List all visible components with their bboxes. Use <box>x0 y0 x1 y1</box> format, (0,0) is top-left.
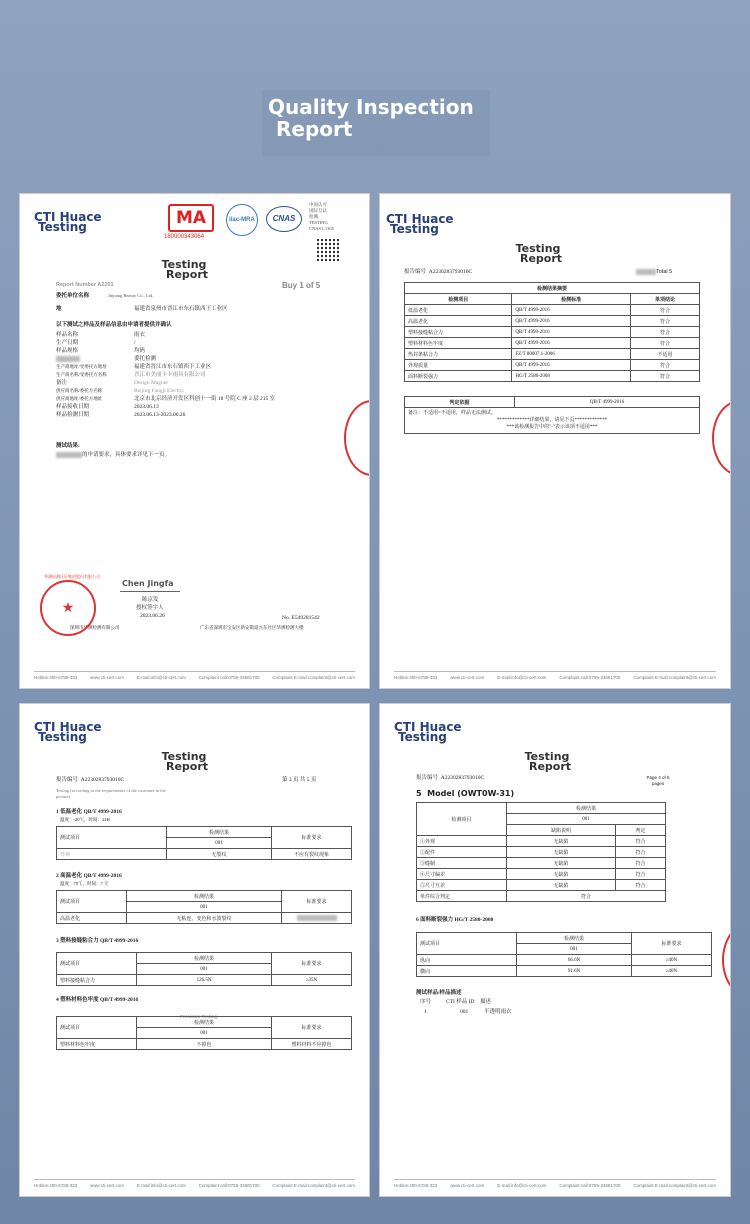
col-header: 检测结果 <box>137 953 272 964</box>
cell: 001 <box>137 964 272 975</box>
cell: 塑料接缝粘合力 <box>57 975 137 986</box>
col-header: 标准要求 <box>632 933 712 955</box>
cell: 塑料材料不应掉色 <box>272 1039 352 1050</box>
info-key: 样品检测日期 <box>56 412 90 418</box>
col-header: CTI 样品 ID <box>446 999 475 1005</box>
table-row <box>405 316 700 327</box>
qr-code-overlay <box>317 239 339 261</box>
cell: 符合 <box>616 869 666 880</box>
page-footer <box>394 1179 716 1188</box>
note-line: *************详细结果，请见下页************* <box>496 418 607 423</box>
cell: 外观 <box>57 849 167 860</box>
company-name: 深圳市华测检测有限公司 <box>70 625 120 630</box>
cell: 126.5N <box>137 975 272 986</box>
cell: ≥40N <box>632 966 712 977</box>
section-condition: 温度：-20℃，时间：24H <box>60 817 110 822</box>
result-table <box>56 952 352 986</box>
footer-complaint-call: Complaint call:0755-33681700 <box>559 675 621 680</box>
doc-title-line1: Testing <box>515 242 561 255</box>
note-line: ***该检测报告中的"-"表示该项不适用*** <box>506 425 598 430</box>
table-row <box>417 836 666 847</box>
cell: 符合 <box>630 360 699 371</box>
brand-logo <box>394 722 462 742</box>
footer-email: E-mail:info@cti-cert.com <box>497 675 547 680</box>
cell: 塑料材料色牢度 <box>405 338 512 349</box>
table-row <box>405 338 700 349</box>
cell: ②配件 <box>417 847 507 858</box>
col-header: 标准要求 <box>272 1017 352 1039</box>
cell: FZ/T 80007.1-2006 <box>512 349 631 360</box>
brand-line2: Testing <box>398 730 447 744</box>
cell <box>282 913 352 924</box>
cell: 001 <box>460 1009 469 1015</box>
table-row <box>405 371 700 382</box>
signature-line <box>120 591 180 592</box>
cell: 符合 <box>616 880 666 891</box>
info-row <box>56 411 275 419</box>
brand-line1: CTI Huace <box>386 212 454 226</box>
cell: 001 <box>167 838 272 849</box>
address-label: 地 <box>56 306 62 312</box>
info-value: Beijing Fangji Electric <box>134 388 185 394</box>
table-title-row <box>405 283 700 294</box>
info-value: 雨衣 <box>134 332 146 338</box>
table-row <box>57 827 352 838</box>
info-key: 生产商地址/受委托方地址 <box>56 364 107 369</box>
cell: ①外观 <box>417 836 507 847</box>
cell: ⑤尺寸互差 <box>417 880 507 891</box>
signer-cn: 陈京发 <box>142 597 159 603</box>
cell: ≥35N <box>272 975 352 986</box>
brand-line1: CTI Huace <box>34 210 102 224</box>
col-header: 测试项目 <box>417 933 517 955</box>
info-key: 备注 <box>56 380 68 386</box>
info-key: 样品接收日期 <box>56 404 90 410</box>
info-key: 供应商名称/委托方名称 <box>56 388 103 393</box>
cell: 无缺陷 <box>507 847 616 858</box>
info-key: 生产商名称/受委托方名称 <box>56 372 107 377</box>
col-header: 检测项目 <box>405 294 512 305</box>
hero-title-line1: Quality Inspection <box>268 95 474 119</box>
info-row <box>56 403 275 411</box>
cell: 半透明雨衣 <box>484 1009 512 1015</box>
doc-title <box>160 752 208 772</box>
report-page-3 <box>19 703 370 1197</box>
redacted-block <box>56 452 82 458</box>
table-row <box>57 913 352 924</box>
signer-title: 授权签字人 <box>136 605 164 611</box>
basis-label: 判定依据 <box>405 397 515 408</box>
cell: 66.6N <box>517 955 632 966</box>
info-value: 2023.06.13 <box>134 404 159 410</box>
info-value: 均码 <box>134 348 146 354</box>
footer-email: E-mail:info@cti-cert.com <box>136 1183 186 1188</box>
table-row <box>417 847 666 858</box>
brand-line2: Testing <box>38 220 87 234</box>
footer-web: www.cti-cert.com <box>450 675 485 680</box>
appearance-table <box>416 802 666 902</box>
info-value: 晋江市美丽卡卡雨具有限公司 <box>134 372 206 378</box>
sign-date: 2023.06.26 <box>140 613 165 619</box>
doc-title-line2: Report <box>529 760 572 773</box>
footer-email: E-mail:info@cti-cert.com <box>136 675 186 680</box>
info-value: Design Magnet <box>134 380 168 386</box>
page-indicator: Buy 1 of 5 <box>282 281 321 290</box>
section-condition: 温度：70℃，时间：7 天 <box>60 881 109 886</box>
table-row <box>417 955 712 966</box>
cert-text-line: CNAS L1365 <box>309 226 334 231</box>
cert-text-line: TESTING <box>309 220 328 225</box>
table-row <box>417 803 666 814</box>
brand-logo <box>386 214 454 234</box>
footer-complaint-email: Complaint E-mail:complaint@cti-cert.com <box>633 1183 716 1188</box>
cell: HG/T 2580-2008 <box>512 371 631 382</box>
cell: 无缺陷 <box>507 836 616 847</box>
cma-number: 180000343064 <box>164 234 205 240</box>
col-header: 检测结果 <box>517 933 632 944</box>
table-row <box>417 858 666 869</box>
cell: QB/T 4999-2016 <box>512 327 631 338</box>
info-value: 福建省晋江市东石镇西下工业区 <box>134 364 212 370</box>
col-header: 单项结论 <box>630 294 699 305</box>
info-row <box>56 355 275 363</box>
cell: 热封条粘合力 <box>405 349 512 360</box>
table-row <box>405 397 700 408</box>
cell: 单件综合判定 <box>417 891 507 902</box>
cell: 面料断裂强力 <box>405 371 512 382</box>
info-value: 2023.06.13-2023.06.26 <box>134 412 186 418</box>
notes-cell <box>405 408 700 434</box>
cell: 符合 <box>630 316 699 327</box>
cell: 外观质量 <box>405 360 512 371</box>
client-value: Jinjiang Beauty Co., Ltd. <box>108 293 154 298</box>
table-row <box>57 975 352 986</box>
footer-hotline: Hotline:400-6788-333 <box>34 675 78 680</box>
address-value: 福建省泉州市晋江市东石镇西下工业区 <box>134 306 228 312</box>
brand-line2: Testing <box>390 222 439 236</box>
basis-table <box>404 396 700 434</box>
footer-complaint-call: Complaint call:0755-33681700 <box>198 1183 260 1188</box>
report-no: A2230283793010C <box>428 269 473 275</box>
signer-name: Chen Jingfa <box>122 579 174 588</box>
page-number: 第 3 页 共 5 页 <box>282 777 317 783</box>
col-header: 序号 <box>420 999 432 1005</box>
col-header: 标准要求 <box>282 891 352 913</box>
footer-web: www.cti-cert.com <box>450 1183 485 1188</box>
info-row <box>56 347 275 355</box>
col-header: 测试项目 <box>57 827 167 849</box>
report-page-1 <box>19 193 370 689</box>
info-key: 样品规格 <box>56 348 79 354</box>
report-no: A2230283793010C <box>80 777 125 783</box>
footer-hotline: Hotline:400-6788-333 <box>394 1183 438 1188</box>
info-row <box>56 387 275 395</box>
col-header: 检测结果 <box>127 891 282 902</box>
page-footer <box>34 1179 355 1188</box>
official-seal <box>40 580 96 636</box>
table-row <box>57 1039 352 1050</box>
footer-web: www.cti-cert.com <box>90 1183 125 1188</box>
cell: QB/T 4999-2016 <box>512 316 631 327</box>
info-key: 样品名称 <box>56 332 79 338</box>
cell: 高温老化 <box>57 913 127 924</box>
report-no: A2230283793010C <box>440 775 485 781</box>
sub-note: Testing (according to the requirements of the customer in the picture) <box>56 788 166 799</box>
cell: 无裂纹 <box>167 849 272 860</box>
cell: 纵向 <box>417 955 517 966</box>
report-label: 报告编号 <box>416 775 439 781</box>
cell: 符合 <box>616 858 666 869</box>
section-title: 3 塑料接缝粘合力 QB/T 4999-2016 <box>56 938 139 944</box>
cell: ≥40N <box>632 955 712 966</box>
page-number: Page 4 of 5 pages <box>646 775 670 786</box>
brand-line2: Testing <box>38 730 87 744</box>
basis-value: QB/T 4999-2016 <box>515 397 700 408</box>
footer-hotline: Hotline:400-6788-333 <box>34 1183 78 1188</box>
table-row <box>405 327 700 338</box>
cert-text-line: 中国认可 <box>309 202 327 207</box>
cell: 001 <box>517 944 632 955</box>
cell: 符合 <box>616 847 666 858</box>
sample-title: 测试样品/样品描述 <box>416 990 462 996</box>
hero-title <box>268 96 474 140</box>
section-title: 6 面料断裂强力 HG/T 2580-2008 <box>416 917 494 923</box>
report-no: No. E549281542 <box>282 615 320 621</box>
col-header: 检测标准 <box>512 294 631 305</box>
table-row <box>57 953 352 964</box>
cert-text-line: 国际互认 <box>309 208 327 213</box>
table-row <box>417 933 712 944</box>
cell: 无缺陷 <box>507 880 616 891</box>
cell: 低温老化 <box>405 305 512 316</box>
doc-title <box>523 752 571 772</box>
redacted-block <box>297 915 337 921</box>
result-table <box>56 826 352 860</box>
cell: 无粘连、变色和水波裂纹 <box>127 913 282 924</box>
info-row <box>56 379 275 387</box>
report-number-line <box>416 774 484 782</box>
report-number: Report Number A2201 <box>56 282 114 288</box>
strength-table <box>416 932 712 977</box>
cell: ③缝制 <box>417 858 507 869</box>
edge-seal <box>712 400 731 476</box>
table-row <box>417 880 666 891</box>
col-header: 检测结果 <box>137 1017 272 1028</box>
redacted-block <box>56 356 80 362</box>
col-header: 检测项目 <box>417 803 507 836</box>
table-row <box>417 966 712 977</box>
table-row <box>405 349 700 360</box>
section-title: 4 塑料材料色牢度 QB/T 4999-2016 <box>56 997 139 1003</box>
col-header: 测试项目 <box>57 953 137 975</box>
brand-line1: CTI Huace <box>394 720 462 734</box>
hero-title-line2: Report <box>276 117 353 141</box>
col-header: 标准要求 <box>272 827 352 849</box>
info-value: 委托检测 <box>134 356 157 362</box>
col-header: 测试项目 <box>57 1017 137 1039</box>
footer-complaint-email: Complaint E-mail:complaint@cti-cert.com <box>633 675 716 680</box>
footer-complaint-call: Complaint call:0755-33681700 <box>198 675 260 680</box>
footer-complaint-email: Complaint E-mail:complaint@cti-cert.com <box>272 1183 355 1188</box>
precision-watermark: Precision Testing <box>180 1014 218 1019</box>
cell: QB/T 4999-2016 <box>512 360 631 371</box>
cell: 1 <box>424 1009 427 1015</box>
info-row <box>56 331 275 339</box>
table-header-row <box>405 294 700 305</box>
report-number-line <box>404 268 472 276</box>
report-page-4 <box>379 703 731 1197</box>
cell: 不应有裂纹现象 <box>272 849 352 860</box>
cell: 塑料材料色牢度 <box>57 1039 137 1050</box>
brand-logo <box>34 212 102 232</box>
model-title: 5 Model (OWT0W-31) <box>416 789 515 798</box>
page-footer <box>34 671 355 680</box>
total-pages <box>636 268 672 276</box>
info-key: 供应商地址/委托方地址 <box>56 396 103 401</box>
table-title: 检测结果摘要 <box>405 283 700 294</box>
info-value: 北京市北京经济开发区科创十一街 18 号院 C 座 2 层 215 室 <box>134 396 276 402</box>
footer-web: www.cti-cert.com <box>90 675 125 680</box>
client-label: 委托单位名称 <box>56 293 90 299</box>
report-number-line <box>56 776 124 784</box>
table-row <box>405 408 700 434</box>
cell: 001 <box>127 902 282 913</box>
brand-logo <box>34 722 102 742</box>
section-title: 2 高温老化 QB/T 4999-2016 <box>56 873 122 879</box>
col-header: 标准要求 <box>272 953 352 975</box>
cell: 不掉色 <box>137 1039 272 1050</box>
section-title: 1 低温老化 QB/T 4999-2016 <box>56 809 122 815</box>
cell: 高温老化 <box>405 316 512 327</box>
cma-logo: MA <box>168 204 214 232</box>
footer-email: E-mail:info@cti-cert.com <box>497 1183 547 1188</box>
cell: 无缺陷 <box>507 858 616 869</box>
doc-title-line1: Testing <box>161 750 207 763</box>
info-row <box>56 339 275 347</box>
col-header: 判定 <box>616 825 666 836</box>
cell: 符合 <box>616 836 666 847</box>
doc-title <box>160 260 208 280</box>
redacted-block <box>636 269 656 275</box>
cell: 无缺陷 <box>507 869 616 880</box>
cell: 符合 <box>630 305 699 316</box>
table-row <box>417 869 666 880</box>
cell: 横向 <box>417 966 517 977</box>
col-header: 检测结果 <box>507 803 666 814</box>
col-header: 检测结果 <box>167 827 272 838</box>
cell: 不适用 <box>630 349 699 360</box>
report-label: 报告编号 <box>404 269 427 275</box>
cert-text-line: 检测 <box>309 214 318 219</box>
info-row <box>56 371 275 379</box>
cell: 符合 <box>630 371 699 382</box>
conclusion-line <box>56 451 170 459</box>
table-row <box>57 849 352 860</box>
cell: 符合 <box>630 338 699 349</box>
seal-text: 华测检测认证集团股份有限公司 <box>44 574 100 579</box>
cert-text <box>309 202 334 232</box>
info-key: 生产日期 <box>56 340 79 346</box>
report-label: 报告编号 <box>56 777 79 783</box>
table-row <box>57 891 352 902</box>
note-line: 备注：不适用=不适用，样品无法测试。 <box>408 411 496 416</box>
cell: 塑料接缝粘合力 <box>405 327 512 338</box>
doc-title-line1: Testing <box>524 750 570 763</box>
cell: 001 <box>137 1028 272 1039</box>
sample-info-list <box>56 331 275 419</box>
total-value: Total 5 <box>656 269 673 275</box>
col-header: 缺陷说明 <box>507 825 616 836</box>
table-row <box>57 1017 352 1028</box>
cell: 符合 <box>630 327 699 338</box>
section-title: 以下测试之样品及样品信息由申请者提供并确认 <box>56 322 172 328</box>
doc-title-line2: Report <box>520 252 563 265</box>
cell: 符合 <box>507 891 666 902</box>
conclusion-label: 测试结果: <box>56 443 80 449</box>
conclusion-value: 的申请要求，具体要求详见下一页。 <box>82 452 171 458</box>
doc-title-line2: Report <box>166 760 209 773</box>
doc-title-line1: Testing <box>161 258 207 271</box>
doc-title <box>514 244 562 264</box>
summary-table <box>404 282 700 382</box>
seal-star-icon: ★ <box>61 600 75 616</box>
page-footer <box>394 671 716 680</box>
table-row <box>405 360 700 371</box>
col-header: 001 <box>507 814 666 825</box>
result-table <box>56 890 352 924</box>
cell: QB/T 4999-2016 <box>512 338 631 349</box>
info-row <box>56 363 275 371</box>
doc-title-line2: Report <box>166 268 209 281</box>
cell: ④尺寸偏差 <box>417 869 507 880</box>
edge-seal <box>722 922 731 998</box>
footer-complaint-email: Complaint E-mail:complaint@cti-cert.com <box>272 675 355 680</box>
cell: QB/T 4999-2016 <box>512 305 631 316</box>
sample-row <box>424 1008 512 1016</box>
table-row <box>405 305 700 316</box>
edge-seal <box>344 400 370 476</box>
model-value: Model (OWT0W-31) <box>427 789 515 798</box>
cnas-logo: CNAS <box>266 206 302 232</box>
company-address: 广东省深圳市宝安区新安街道兴东社区华测检测大楼 <box>200 625 304 630</box>
footer-complaint-call: Complaint call:0755-33681700 <box>559 1183 621 1188</box>
report-page-2 <box>379 193 731 689</box>
col-header: 测试项目 <box>57 891 127 913</box>
table-row <box>417 891 666 902</box>
cell: 91.6N <box>517 966 632 977</box>
info-row <box>56 395 275 403</box>
ilac-mra-logo: ilac-MRA <box>226 204 258 236</box>
info-value: / <box>134 340 136 346</box>
brand-line1: CTI Huace <box>34 720 102 734</box>
sample-header <box>420 998 491 1006</box>
footer-hotline: Hotline:400-6788-333 <box>394 675 438 680</box>
result-table <box>56 1016 352 1050</box>
col-header: 描述 <box>480 999 492 1005</box>
